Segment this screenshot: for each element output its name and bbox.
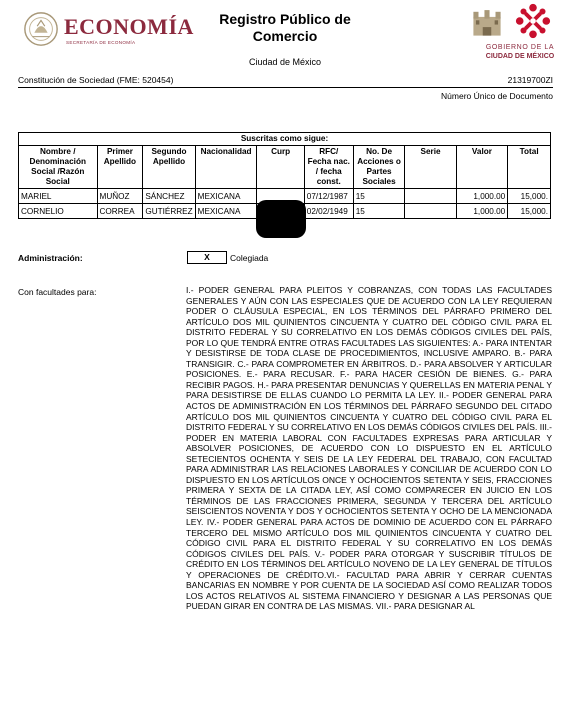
administration-label: Administración: [18,253,83,263]
title-line-2: Comercio [252,28,318,44]
gov-line-1: GOBIERNO DE LA [485,44,555,51]
national-seal-icon [22,10,60,48]
column-header: Curp [257,146,304,189]
document-number-label: Número Único de Documento [441,91,553,101]
logo-wordmark: ECONOMÍA [64,14,194,39]
table-cell: CORREA [97,204,143,219]
title-line-1: Registro Público de [219,11,351,27]
faculties-label: Con facultades para: [18,287,97,297]
document-type: Constitución de Sociedad (FME: 520454) [18,75,174,85]
table-cell: 15 [353,189,405,204]
table-cell: MEXICANA [195,204,257,219]
column-header: Nombre / Denominación Social /Razón Social [19,146,98,189]
document-id-row [18,75,553,87]
column-header: Primer Apellido [97,146,143,189]
document-header [0,0,570,80]
administration-checkbox[interactable]: X [187,251,227,264]
table-cell: 02/02/1949 [304,204,353,219]
column-header: Serie [405,146,456,189]
page-title [200,11,370,45]
table-cell: 15,000. [508,204,551,219]
table-caption: Suscritas como sigue: [19,133,551,146]
curp-redaction [256,200,306,238]
table-cell [405,189,456,204]
table-cell: 15,000. [508,189,551,204]
divider [18,87,553,88]
document-number: 21319700ZI [507,75,553,85]
castle-icon [470,4,504,40]
city-label: Ciudad de México [248,57,322,67]
table-cell: MEXICANA [195,189,257,204]
column-header: Valor [456,146,508,189]
gov-line-2: CIUDAD DE MÉXICO [485,53,555,60]
column-header: Total [508,146,551,189]
table-cell: CORNELIO [19,204,98,219]
column-header: Nacionalidad [195,146,257,189]
economia-logo [22,10,192,52]
table-cell: GUTIÉRREZ [143,204,195,219]
table-cell: SÁNCHEZ [143,189,195,204]
cdmx-logo [470,2,560,64]
table-cell: MARIEL [19,189,98,204]
table-cell: MUÑOZ [97,189,143,204]
column-header: No. De Acciones o Partes Sociales [353,146,405,189]
table-cell: 1,000.00 [456,189,508,204]
table-cell: 15 [353,204,405,219]
column-header: RFC/ Fecha nac. / fecha const. [304,146,353,189]
column-header: Segundo Apellido [143,146,195,189]
cdmx-emblem-icon [514,2,552,40]
logo-subtitle: SECRETARÍA DE ECONOMÍA [66,40,136,45]
table-cell: 07/12/1987 [304,189,353,204]
table-cell [405,204,456,219]
table-header-row [19,146,551,189]
table-cell: 1,000.00 [456,204,508,219]
faculties-text: I.- PODER GENERAL PARA PLEITOS Y COBRANZAS, CON TODAS LAS FACULTADES GENERALES Y AÚN CON LAS ESPECIALES QUE DE ACUERDO CON LA LEY REQUIERAN PODER O CLÁUSULA ESPECIAL, EN LOS TÉRMINOS DEL PÁRRAFO PRIMERO DEL ARTÍCULO DOS MIL QUINIENTOS CINCUENTA Y CUATRO DEL CÓDIGO CIVIL PARA EL DISTRITO FEDERAL Y SU CORRELATIVO EN LOS DEMÁS CÓDIGOS CIVILES DEL PAÍS, POR LO QUE TENDRÁ ENTRE OTRAS FACULTADES LAS SIGUIENTES: A.- PARA INTENTAR Y DESISTIRSE DE TODA CLASE DE PROCEDIMIENTOS, INCLUSIVE AMPARO. B.- PARA TRANSIGIR. C.- PARA COMPROMETER EN ÁRBITROS. D.- PARA ABSOLVER Y ARTICULAR POSICIONES. E.- PARA RECUSAR. F.- PARA HACER CESIÓN DE BIENES. G.- PARA RECIBIR PAGOS. H.- PARA PRESENTAR DENUNCIAS Y QUERELLAS EN MATERIA PENAL Y PARA DESISTIRSE DE ELLAS CUANDO LO PERMITA LA LEY. II.- PODER GENERAL PARA ACTOS DE ADMINISTRACIÓN EN LOS TÉRMINOS DEL PÁRRAFO SEGUNDO DEL CITADO ARTÍCULO DOS MIL QUINIENTOS CINCUENTA Y CUATRO DEL CÓDIGO CIVIL PARA EL DISTRITO FEDERAL Y SU CORRELATIVO EN LOS DEMÁS CÓDIGOS CIVILES DEL PAÍS. III.- PODER EN MATERIA LABORAL CON FACULTADES EXPRESAS PARA ARTICULAR Y ABSOLVER POSICIONES, DE ACUERDO CON LO DISPUESTO EN EL ARTÍCULO SETECIENTOS OCHENTA Y SEIS DE LA LEY FEDERAL DEL TRABAJO, CON FACULTAD PARA ADMINISTRAR LAS RELACIONES LABORALES Y CONCILIAR DE ACUERDO CON LO DISPUESTO EN LOS ARTÍCULOS ONCE Y OCHOCIENTOS SETENTA Y SEIS, FRACCIONES PRIMERA Y SEXTA DE LA CITADA LEY, ASÍ COMO COMPARECER EN JUICIO EN LOS TÉRMINOS DE LAS FRACCIONES PRIMERA, SEGUNDA Y TERCERA DEL ARTÍCULO SEISCIENTOS NOVENTA Y DOS Y OCHOCIENTOS SETENTA Y OCHO DE LA MENCIONADA LEY. IV.- PODER GENERAL PARA ACTOS DE DOMINIO DE ACUERDO CON EL PÁRRAFO TERCERO DEL MISMO ARTÍCULO DOS MIL QUINIENTOS CINCUENTA Y CUATRO DEL CÓDIGO CIVIL PARA EL DISTRITO FEDERAL Y SU CORRELATIVO EN LOS DEMÁS CÓDIGOS CIVILES DEL PAÍS. V.- PODER PARA OTORGAR Y SUSCRIBIR TÍTULOS DE CRÉDITO EN LOS TÉRMINOS DEL ARTÍCULO NOVENO DE LA LEY GENERAL DE TÍTULOS Y OPERACIONES DE CRÉDITO.VI.- FACULTAD PARA ABRIR Y CERRAR CUENTAS BANCARIAS EN NOMBRE Y POR CUENTA DE LA SOCIEDAD ASÍ COMO REALIZAR TODOS LOS ACTOS RELATIVOS AL SISTEMA FINANCIERO Y DESIGNAR A LAS PERSONAS QUE PUEDAN GIRAR EN CONTRA DE LAS MISMAS. VII.- PARA DESIGNAR AL [186,285,552,612]
administration-option-label: Colegiada [230,253,269,263]
table-caption-row [19,133,551,146]
